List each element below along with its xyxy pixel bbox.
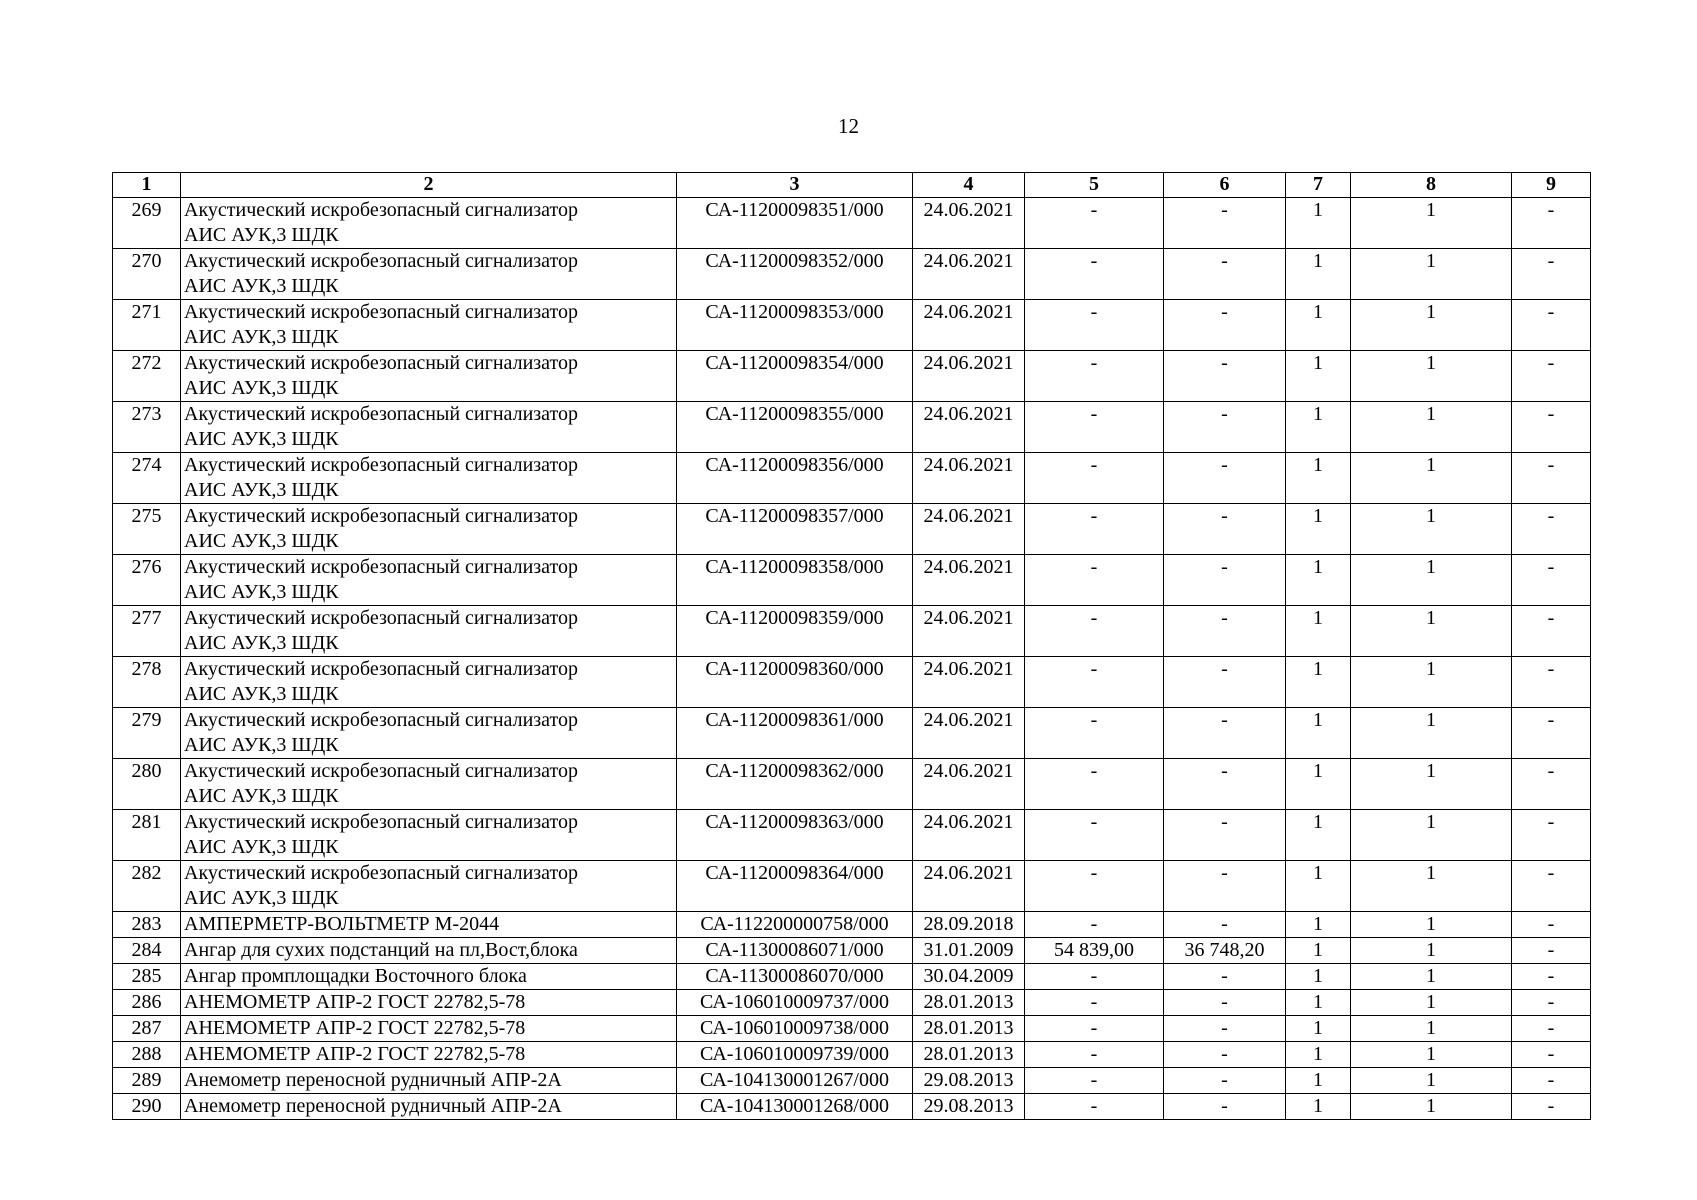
page-number: 12 xyxy=(838,114,859,138)
date-cell: 24.06.2021 xyxy=(913,402,1025,453)
col6-cell: - xyxy=(1164,1094,1286,1120)
row-number-cell: 270 xyxy=(113,249,181,300)
date-cell: 24.06.2021 xyxy=(913,555,1025,606)
inventory-code-cell: СА-11200098361/000 xyxy=(677,708,913,759)
item-name-cell: Акустический искробезопасный сигнализатор АИС АУК,3 ШДК xyxy=(181,555,677,606)
table-row xyxy=(113,810,1591,861)
date-cell: 30.04.2009 xyxy=(913,964,1025,990)
col9-cell: - xyxy=(1512,249,1591,300)
inventory-code-cell: СА-11200098364/000 xyxy=(677,861,913,912)
col7-cell: 1 xyxy=(1286,912,1351,938)
col6-cell: - xyxy=(1164,708,1286,759)
col6-cell: - xyxy=(1164,504,1286,555)
column-header: 2 xyxy=(181,173,677,198)
row-number-cell: 272 xyxy=(113,351,181,402)
date-cell: 28.09.2018 xyxy=(913,912,1025,938)
col6-cell: - xyxy=(1164,198,1286,249)
row-number-cell: 269 xyxy=(113,198,181,249)
item-name-cell: Акустический искробезопасный сигнализатор АИС АУК,3 ШДК xyxy=(181,249,677,300)
col6-cell: - xyxy=(1164,964,1286,990)
col7-cell: 1 xyxy=(1286,402,1351,453)
col7-cell: 1 xyxy=(1286,990,1351,1016)
col5-cell: - xyxy=(1025,249,1164,300)
item-name-cell: Акустический искробезопасный сигнализатор АИС АУК,3 ШДК xyxy=(181,402,677,453)
date-cell: 29.08.2013 xyxy=(913,1094,1025,1120)
col9-cell: - xyxy=(1512,810,1591,861)
col8-cell: 1 xyxy=(1351,249,1512,300)
col7-cell: 1 xyxy=(1286,249,1351,300)
col8-cell: 1 xyxy=(1351,402,1512,453)
item-name-cell: Ангар для сухих подстанций на пл,Вост,блока xyxy=(181,938,677,964)
item-name-cell: Акустический искробезопасный сигнализатор АИС АУК,3 ШДК xyxy=(181,810,677,861)
date-cell: 24.06.2021 xyxy=(913,198,1025,249)
col7-cell: 1 xyxy=(1286,1068,1351,1094)
col6-cell: - xyxy=(1164,912,1286,938)
inventory-code-cell: СА-11200098352/000 xyxy=(677,249,913,300)
col5-cell: - xyxy=(1025,300,1164,351)
row-number-cell: 290 xyxy=(113,1094,181,1120)
col6-cell: - xyxy=(1164,1068,1286,1094)
inventory-code-cell: СА-106010009739/000 xyxy=(677,1042,913,1068)
item-name-cell: Анемометр переносной рудничный АПР-2А xyxy=(181,1068,677,1094)
col5-cell: - xyxy=(1025,504,1164,555)
col5-cell: - xyxy=(1025,351,1164,402)
col9-cell: - xyxy=(1512,300,1591,351)
col6-cell: 36 748,20 xyxy=(1164,938,1286,964)
col6-cell: - xyxy=(1164,300,1286,351)
column-header: 7 xyxy=(1286,173,1351,198)
col8-cell: 1 xyxy=(1351,606,1512,657)
row-number-cell: 278 xyxy=(113,657,181,708)
col5-cell: - xyxy=(1025,555,1164,606)
col5-cell: - xyxy=(1025,964,1164,990)
col9-cell: - xyxy=(1512,402,1591,453)
table-row xyxy=(113,990,1591,1016)
column-header: 6 xyxy=(1164,173,1286,198)
col5-cell: - xyxy=(1025,861,1164,912)
col7-cell: 1 xyxy=(1286,555,1351,606)
col5-cell: - xyxy=(1025,606,1164,657)
date-cell: 24.06.2021 xyxy=(913,504,1025,555)
table-row xyxy=(113,453,1591,504)
col9-cell: - xyxy=(1512,1042,1591,1068)
inventory-code-cell: СА-11200098354/000 xyxy=(677,351,913,402)
table-row xyxy=(113,198,1591,249)
col9-cell: - xyxy=(1512,912,1591,938)
table-row xyxy=(113,708,1591,759)
date-cell: 24.06.2021 xyxy=(913,249,1025,300)
col6-cell: - xyxy=(1164,249,1286,300)
col5-cell: - xyxy=(1025,912,1164,938)
inventory-code-cell: СА-11200098358/000 xyxy=(677,555,913,606)
row-number-cell: 281 xyxy=(113,810,181,861)
col6-cell: - xyxy=(1164,759,1286,810)
asset-registry-table xyxy=(112,172,1591,1120)
item-name-cell: АМПЕРМЕТР-ВОЛЬТМЕТР М-2044 xyxy=(181,912,677,938)
item-name-cell: Акустический искробезопасный сигнализатор АИС АУК,3 ШДК xyxy=(181,861,677,912)
col8-cell: 1 xyxy=(1351,990,1512,1016)
col8-cell: 1 xyxy=(1351,555,1512,606)
table-row xyxy=(113,504,1591,555)
col8-cell: 1 xyxy=(1351,759,1512,810)
col9-cell: - xyxy=(1512,1094,1591,1120)
col7-cell: 1 xyxy=(1286,810,1351,861)
item-name-cell: АНЕМОМЕТР АПР-2 ГОСТ 22782,5-78 xyxy=(181,990,677,1016)
col7-cell: 1 xyxy=(1286,657,1351,708)
row-number-cell: 287 xyxy=(113,1016,181,1042)
col9-cell: - xyxy=(1512,708,1591,759)
col8-cell: 1 xyxy=(1351,1016,1512,1042)
col7-cell: 1 xyxy=(1286,1094,1351,1120)
col5-cell: 54 839,00 xyxy=(1025,938,1164,964)
col5-cell: - xyxy=(1025,1094,1164,1120)
date-cell: 28.01.2013 xyxy=(913,1016,1025,1042)
col5-cell: - xyxy=(1025,198,1164,249)
col9-cell: - xyxy=(1512,198,1591,249)
table-row xyxy=(113,861,1591,912)
col7-cell: 1 xyxy=(1286,1042,1351,1068)
col6-cell: - xyxy=(1164,1042,1286,1068)
row-number-cell: 282 xyxy=(113,861,181,912)
col7-cell: 1 xyxy=(1286,759,1351,810)
col7-cell: 1 xyxy=(1286,708,1351,759)
inventory-code-cell: СА-104130001267/000 xyxy=(677,1068,913,1094)
inventory-code-cell: СА-106010009738/000 xyxy=(677,1016,913,1042)
inventory-code-cell: СА-11200098357/000 xyxy=(677,504,913,555)
date-cell: 24.06.2021 xyxy=(913,300,1025,351)
col7-cell: 1 xyxy=(1286,351,1351,402)
col5-cell: - xyxy=(1025,810,1164,861)
table-row xyxy=(113,938,1591,964)
column-header: 3 xyxy=(677,173,913,198)
date-cell: 24.06.2021 xyxy=(913,606,1025,657)
item-name-cell: Акустический искробезопасный сигнализатор АИС АУК,3 ШДК xyxy=(181,759,677,810)
col7-cell: 1 xyxy=(1286,1016,1351,1042)
inventory-code-cell: СА-11200098351/000 xyxy=(677,198,913,249)
col8-cell: 1 xyxy=(1351,504,1512,555)
item-name-cell: АНЕМОМЕТР АПР-2 ГОСТ 22782,5-78 xyxy=(181,1042,677,1068)
inventory-code-cell: СА-11200098359/000 xyxy=(677,606,913,657)
table-row xyxy=(113,402,1591,453)
col7-cell: 1 xyxy=(1286,300,1351,351)
col8-cell: 1 xyxy=(1351,964,1512,990)
col5-cell: - xyxy=(1025,759,1164,810)
table-row xyxy=(113,249,1591,300)
col5-cell: - xyxy=(1025,708,1164,759)
row-number-cell: 276 xyxy=(113,555,181,606)
col6-cell: - xyxy=(1164,453,1286,504)
date-cell: 24.06.2021 xyxy=(913,351,1025,402)
inventory-code-cell: СА-11200098362/000 xyxy=(677,759,913,810)
col9-cell: - xyxy=(1512,990,1591,1016)
inventory-code-cell: СА-11300086071/000 xyxy=(677,938,913,964)
col8-cell: 1 xyxy=(1351,1068,1512,1094)
inventory-code-cell: СА-11200098360/000 xyxy=(677,657,913,708)
table-row xyxy=(113,912,1591,938)
col8-cell: 1 xyxy=(1351,938,1512,964)
col6-cell: - xyxy=(1164,810,1286,861)
inventory-code-cell: СА-11200098356/000 xyxy=(677,453,913,504)
col9-cell: - xyxy=(1512,657,1591,708)
col7-cell: 1 xyxy=(1286,938,1351,964)
item-name-cell: Анемометр переносной рудничный АПР-2А xyxy=(181,1094,677,1120)
column-header: 1 xyxy=(113,173,181,198)
item-name-cell: Акустический искробезопасный сигнализатор АИС АУК,3 ШДК xyxy=(181,504,677,555)
col5-cell: - xyxy=(1025,1016,1164,1042)
date-cell: 24.06.2021 xyxy=(913,810,1025,861)
inventory-code-cell: СА-11200098355/000 xyxy=(677,402,913,453)
col7-cell: 1 xyxy=(1286,504,1351,555)
table-row xyxy=(113,555,1591,606)
col6-cell: - xyxy=(1164,1016,1286,1042)
item-name-cell: Акустический искробезопасный сигнализатор АИС АУК,3 ШДК xyxy=(181,657,677,708)
col8-cell: 1 xyxy=(1351,198,1512,249)
item-name-cell: Акустический искробезопасный сигнализатор АИС АУК,3 ШДК xyxy=(181,606,677,657)
column-header: 9 xyxy=(1512,173,1591,198)
col5-cell: - xyxy=(1025,453,1164,504)
item-name-cell: Ангар промплощадки Восточного блока xyxy=(181,964,677,990)
item-name-cell: Акустический искробезопасный сигнализатор АИС АУК,3 ШДК xyxy=(181,708,677,759)
row-number-cell: 271 xyxy=(113,300,181,351)
row-number-cell: 277 xyxy=(113,606,181,657)
col8-cell: 1 xyxy=(1351,810,1512,861)
date-cell: 24.06.2021 xyxy=(913,759,1025,810)
col8-cell: 1 xyxy=(1351,912,1512,938)
col6-cell: - xyxy=(1164,402,1286,453)
col9-cell: - xyxy=(1512,1068,1591,1094)
inventory-code-cell: СА-11200098363/000 xyxy=(677,810,913,861)
col9-cell: - xyxy=(1512,453,1591,504)
table-row xyxy=(113,300,1591,351)
col5-cell: - xyxy=(1025,1068,1164,1094)
table-row xyxy=(113,964,1591,990)
table-row xyxy=(113,1068,1591,1094)
row-number-cell: 288 xyxy=(113,1042,181,1068)
col9-cell: - xyxy=(1512,504,1591,555)
inventory-code-cell: СА-104130001268/000 xyxy=(677,1094,913,1120)
col6-cell: - xyxy=(1164,861,1286,912)
col8-cell: 1 xyxy=(1351,1042,1512,1068)
col7-cell: 1 xyxy=(1286,606,1351,657)
row-number-cell: 274 xyxy=(113,453,181,504)
col8-cell: 1 xyxy=(1351,351,1512,402)
col5-cell: - xyxy=(1025,1042,1164,1068)
column-header: 4 xyxy=(913,173,1025,198)
row-number-cell: 279 xyxy=(113,708,181,759)
date-cell: 24.06.2021 xyxy=(913,861,1025,912)
inventory-code-cell: СА-11200098353/000 xyxy=(677,300,913,351)
table-body xyxy=(113,198,1591,1120)
col9-cell: - xyxy=(1512,759,1591,810)
col8-cell: 1 xyxy=(1351,657,1512,708)
row-number-cell: 273 xyxy=(113,402,181,453)
col9-cell: - xyxy=(1512,351,1591,402)
date-cell: 31.01.2009 xyxy=(913,938,1025,964)
table-row xyxy=(113,351,1591,402)
table-row xyxy=(113,1042,1591,1068)
col6-cell: - xyxy=(1164,606,1286,657)
date-cell: 24.06.2021 xyxy=(913,453,1025,504)
inventory-code-cell: СА-11300086070/000 xyxy=(677,964,913,990)
col9-cell: - xyxy=(1512,861,1591,912)
table-row xyxy=(113,1016,1591,1042)
col7-cell: 1 xyxy=(1286,861,1351,912)
col8-cell: 1 xyxy=(1351,708,1512,759)
row-number-cell: 284 xyxy=(113,938,181,964)
table-row xyxy=(113,1094,1591,1120)
table-row xyxy=(113,657,1591,708)
col9-cell: - xyxy=(1512,555,1591,606)
date-cell: 24.06.2021 xyxy=(913,708,1025,759)
inventory-code-cell: СА-112200000758/000 xyxy=(677,912,913,938)
col8-cell: 1 xyxy=(1351,300,1512,351)
row-number-cell: 275 xyxy=(113,504,181,555)
col6-cell: - xyxy=(1164,657,1286,708)
col5-cell: - xyxy=(1025,402,1164,453)
column-header: 5 xyxy=(1025,173,1164,198)
item-name-cell: Акустический искробезопасный сигнализатор АИС АУК,3 ШДК xyxy=(181,453,677,504)
item-name-cell: АНЕМОМЕТР АПР-2 ГОСТ 22782,5-78 xyxy=(181,1016,677,1042)
col8-cell: 1 xyxy=(1351,1094,1512,1120)
row-number-cell: 280 xyxy=(113,759,181,810)
col7-cell: 1 xyxy=(1286,964,1351,990)
item-name-cell: Акустический искробезопасный сигнализатор АИС АУК,3 ШДК xyxy=(181,300,677,351)
date-cell: 28.01.2013 xyxy=(913,1042,1025,1068)
col6-cell: - xyxy=(1164,990,1286,1016)
col5-cell: - xyxy=(1025,657,1164,708)
item-name-cell: Акустический искробезопасный сигнализатор АИС АУК,3 ШДК xyxy=(181,351,677,402)
col7-cell: 1 xyxy=(1286,198,1351,249)
col6-cell: - xyxy=(1164,555,1286,606)
table-row xyxy=(113,759,1591,810)
table-row xyxy=(113,606,1591,657)
date-cell: 29.08.2013 xyxy=(913,1068,1025,1094)
col9-cell: - xyxy=(1512,938,1591,964)
inventory-code-cell: СА-106010009737/000 xyxy=(677,990,913,1016)
row-number-cell: 285 xyxy=(113,964,181,990)
row-number-cell: 286 xyxy=(113,990,181,1016)
col8-cell: 1 xyxy=(1351,453,1512,504)
col8-cell: 1 xyxy=(1351,861,1512,912)
row-number-cell: 289 xyxy=(113,1068,181,1094)
date-cell: 24.06.2021 xyxy=(913,657,1025,708)
col5-cell: - xyxy=(1025,990,1164,1016)
col6-cell: - xyxy=(1164,351,1286,402)
col9-cell: - xyxy=(1512,1016,1591,1042)
date-cell: 28.01.2013 xyxy=(913,990,1025,1016)
row-number-cell: 283 xyxy=(113,912,181,938)
col9-cell: - xyxy=(1512,606,1591,657)
col9-cell: - xyxy=(1512,964,1591,990)
item-name-cell: Акустический искробезопасный сигнализатор АИС АУК,3 ШДК xyxy=(181,198,677,249)
column-header: 8 xyxy=(1351,173,1512,198)
col7-cell: 1 xyxy=(1286,453,1351,504)
header-row xyxy=(113,173,1591,198)
